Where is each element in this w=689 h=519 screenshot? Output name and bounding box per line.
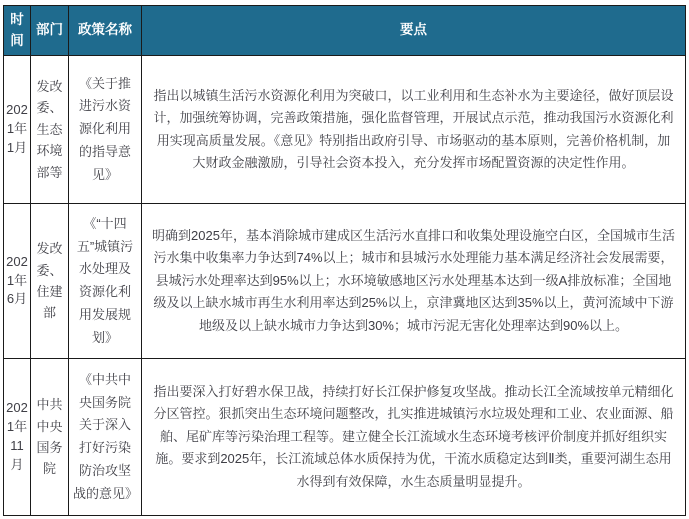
table-body <box>4 56 686 516</box>
cell-key-points: 指出以城镇生活污水资源化利用为突破口，以工业利用和生态补水为主要途径，做好顶层设计，加强统筹协调，完善政策措施，强化监督管理，开展试点示范，推动我国污水资源化利用实现高质量发展。《意见》特别指出政府引导、市场驱动的基本原则，完善价格机制，加大财政金融激励，引导社会资本投入，充分发挥市场配置资源的决定性作用。 <box>142 56 686 204</box>
header-policy: 政策名称 <box>69 6 142 56</box>
table-row <box>4 204 686 359</box>
cell-time: 2021年6月 <box>4 204 31 359</box>
table-row <box>4 56 686 204</box>
cell-time: 2021年1月 <box>4 56 31 204</box>
cell-key-points: 指出要深入打好碧水保卫战，持续打好长江保护修复攻坚战。推动长江全流域按单元精细化分区管控。狠抓突出生态环境问题整改，扎实推进城镇污水垃圾处理和工业、农业面源、船舶、尾矿库等污染治理工程等。建立健全长江流域水生态环境考核评价制度并抓好组织实施。要求到2025年，长江流域总体水质保持为优，干流水质稳定达到Ⅱ类，重要河湖生态用水得到有效保障，水生态质量明显提升。 <box>142 359 686 516</box>
header-dept: 部门 <box>31 6 69 56</box>
header-row <box>4 6 686 56</box>
cell-department: 中共中央国务院 <box>31 359 69 516</box>
cell-department: 发改委、生态环境部等 <box>31 56 69 204</box>
cell-policy-name: 《“十四五”城镇污水处理及资源化利用发展规划》 <box>69 204 142 359</box>
cell-policy-name: 《关于推进污水资源化利用的指导意见》 <box>69 56 142 204</box>
cell-department: 发改委、住建部 <box>31 204 69 359</box>
cell-time: 2021年11月 <box>4 359 31 516</box>
table-row <box>4 359 686 516</box>
header-points: 要点 <box>142 6 686 56</box>
table-header <box>4 6 686 56</box>
cell-policy-name: 《中共中央国务院关于深入打好污染防治攻坚战的意见》 <box>69 359 142 516</box>
policy-table <box>3 5 686 516</box>
header-time: 时间 <box>4 6 31 56</box>
cell-key-points: 明确到2025年，基本消除城市建成区生活污水直排口和收集处理设施空白区，全国城市生活污水集中收集率力争达到74%以上；城市和县城污水处理能力基本满足经济社会发展需要，县城污水处理率达到95%以上；水环境敏感地区污水处理基本达到一级A排放标准；全国地级及以上缺水城市再生水利用率达到25%以上，京津冀地区达到35%以上，黄河流域中下游地级及以上缺水城市力争达到30%；城市污泥无害化处理率达到90%以上。 <box>142 204 686 359</box>
